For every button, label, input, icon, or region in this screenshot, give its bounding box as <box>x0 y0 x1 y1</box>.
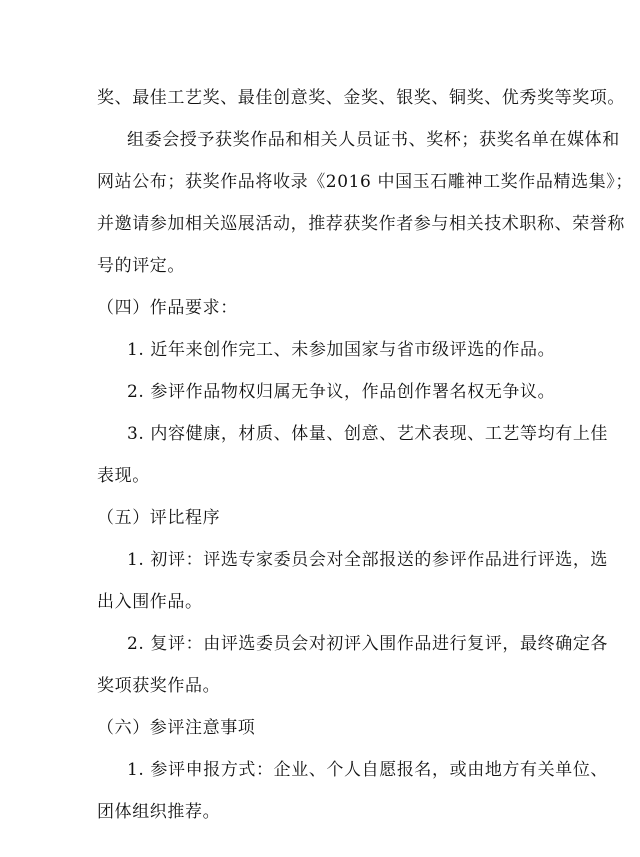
list-item: 2. 复评：由评选委员会对初评入围作品进行复评，最终确定各 <box>127 634 609 654</box>
list-item: 1. 参评申报方式：企业、个人自愿报名，或由地方有关单位、 <box>127 760 609 780</box>
text-line: 奖项获奖作品。 <box>97 676 221 696</box>
text-line: 出入围作品。 <box>97 592 203 612</box>
text-line: 组委会授予获奖作品和相关人员证书、奖杯；获奖名单在媒体和 <box>127 130 620 150</box>
text-line: 号的评定。 <box>97 256 185 276</box>
section-heading: （四）作品要求： <box>97 298 238 318</box>
text-line: 团体组织推荐。 <box>97 802 221 822</box>
list-item: 1. 近年来创作完工、未参加国家与省市级评选的作品。 <box>127 340 556 360</box>
list-item: 1. 初评：评选专家委员会对全部报送的参评作品进行评选，选 <box>127 550 609 570</box>
text-line: 并邀请参加相关巡展活动，推荐获奖作者参与相关技术职称、荣誉称 <box>97 214 625 234</box>
text-line: 奖、最佳工艺奖、最佳创意奖、金奖、银奖、铜奖、优秀奖等奖项。 <box>97 88 625 108</box>
section-heading: （六）参评注意事项 <box>97 718 256 738</box>
list-item: 3. 内容健康，材质、体量、创意、艺术表现、工艺等均有上佳 <box>127 424 609 444</box>
list-item: 2. 参评作品物权归属无争议，作品创作署名权无争议。 <box>127 382 556 402</box>
text-line: 网站公布；获奖作品将收录《2016 中国玉石雕神工奖作品精选集》； <box>97 172 633 192</box>
section-heading: （五）评比程序 <box>97 508 221 528</box>
text-line: 表现。 <box>97 466 150 486</box>
